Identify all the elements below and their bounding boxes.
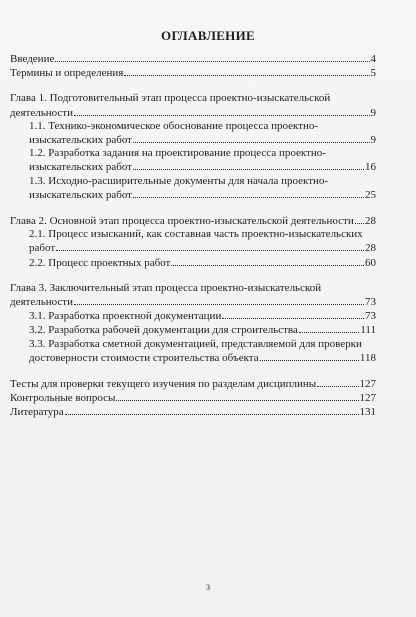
leader-dots bbox=[56, 241, 364, 251]
leader-dots bbox=[124, 66, 369, 76]
toc-entry-section-2-1 bbox=[10, 228, 376, 255]
toc-entry-text: Термины и определения bbox=[10, 67, 124, 80]
toc-page-number: 4 bbox=[370, 53, 376, 65]
toc-entry-text-line2: изыскательских работ bbox=[29, 134, 132, 147]
toc-entry-text-line2: деятельности bbox=[10, 296, 73, 309]
leader-dots bbox=[133, 160, 364, 170]
toc-page-number: 73 bbox=[365, 310, 376, 323]
toc-entry-text-line2: достоверности стоимости строительства объекта bbox=[29, 351, 259, 364]
leader-dots bbox=[116, 391, 358, 401]
toc-page-number: 16 bbox=[365, 161, 376, 174]
leader-dots bbox=[317, 377, 358, 387]
toc-entry-text: 2.2. Процесс проектных работ bbox=[29, 256, 171, 269]
toc-entry-section-1-2 bbox=[10, 147, 376, 174]
toc-entry-text: Введение bbox=[10, 53, 55, 65]
toc-entry-text-line1: 3.3. Разработка сметной документацией, представляемой для проверки bbox=[29, 337, 362, 350]
toc-entry-text-line1: 1.2. Разработка задания на проектирование процесса проектно- bbox=[29, 147, 326, 160]
toc-page-number: 25 bbox=[365, 188, 376, 201]
toc-entry-section-1-1 bbox=[10, 120, 376, 147]
leader-dots bbox=[55, 52, 369, 62]
toc-entry-text-line1: Глава 3. Заключительный этап процесса проектно-изыскательской bbox=[10, 281, 322, 294]
toc-entry-section-3-3 bbox=[10, 338, 376, 365]
toc-entry-text-line2: работ bbox=[29, 242, 56, 255]
leader-dots bbox=[133, 133, 370, 143]
toc-page-number: 111 bbox=[360, 324, 376, 337]
leader-dots bbox=[260, 351, 359, 361]
toc-page-number: 9 bbox=[370, 134, 376, 147]
toc-entry-text: 3.1. Разработка проектной документации bbox=[29, 310, 222, 323]
toc-page-number: 28 bbox=[365, 215, 376, 228]
toc-entry-intro bbox=[10, 52, 376, 66]
toc-entry-section-3-1 bbox=[10, 309, 376, 323]
toc-entry-text-line2: деятельности bbox=[10, 106, 73, 119]
toc-entry-text-line1: 1.3. Исходно-расширительные документы для начала проектно- bbox=[29, 174, 329, 187]
toc-entry-literature bbox=[10, 405, 376, 419]
leader-dots bbox=[74, 106, 370, 116]
toc-entry-text-line1: Глава 1. Подготовительный этап процесса проектно-изыскательской bbox=[10, 92, 331, 105]
toc-page-number: 9 bbox=[370, 106, 376, 119]
table-of-contents bbox=[10, 52, 376, 420]
toc-entry-section-3-2 bbox=[10, 323, 376, 337]
toc-page-number: 28 bbox=[365, 242, 376, 255]
toc-entry-tests bbox=[10, 377, 376, 391]
toc-page-number: 127 bbox=[359, 392, 376, 405]
toc-page-number: 127 bbox=[359, 378, 376, 391]
leader-dots bbox=[133, 188, 364, 198]
toc-entry-text: 3.2. Разработка рабочей документации для строительства bbox=[29, 324, 298, 337]
toc-entry-terms bbox=[10, 66, 376, 80]
toc-entry-section-2-2 bbox=[10, 256, 376, 270]
toc-page-number: 118 bbox=[359, 351, 376, 364]
toc-entry-chapter-2 bbox=[10, 214, 376, 228]
toc-entry-section-1-3 bbox=[10, 175, 376, 202]
page-number: 3 bbox=[206, 583, 210, 592]
toc-entry-chapter-1 bbox=[10, 92, 376, 119]
toc-entry-chapter-3 bbox=[10, 282, 376, 309]
toc-entry-text-line1: 1.1. Технико-экономическое обоснование процесса проектно- bbox=[29, 119, 319, 132]
toc-entry-questions bbox=[10, 391, 376, 405]
toc-page-number: 131 bbox=[359, 406, 376, 419]
toc-entry-text-line2: изыскательских работ bbox=[29, 188, 132, 201]
toc-entry-text-line2: изыскательских работ bbox=[29, 161, 132, 174]
leader-dots bbox=[222, 309, 364, 319]
leader-dots bbox=[299, 323, 359, 333]
leader-dots bbox=[65, 405, 359, 415]
toc-page-number: 5 bbox=[370, 67, 376, 80]
leader-dots bbox=[355, 214, 364, 224]
toc-entry-text: Тесты для проверки текущего изучения по разделам дисциплины bbox=[10, 378, 317, 391]
toc-entry-text: Контрольные вопросы bbox=[10, 392, 116, 405]
toc-page-number: 60 bbox=[365, 256, 376, 269]
toc-page-number: 73 bbox=[365, 296, 376, 309]
leader-dots bbox=[171, 256, 364, 266]
toc-entry-text: Глава 2. Основной этап процесса проектно-изыскательской деятельности bbox=[10, 215, 354, 228]
toc-heading: ОГЛАВЛЕНИЕ bbox=[161, 28, 255, 43]
toc-entry-text-line1: 2.1. Процесс изысканий, как составная часть проектно-изыскательских bbox=[29, 228, 363, 241]
leader-dots bbox=[74, 295, 364, 305]
toc-entry-text: Литература bbox=[10, 406, 64, 419]
